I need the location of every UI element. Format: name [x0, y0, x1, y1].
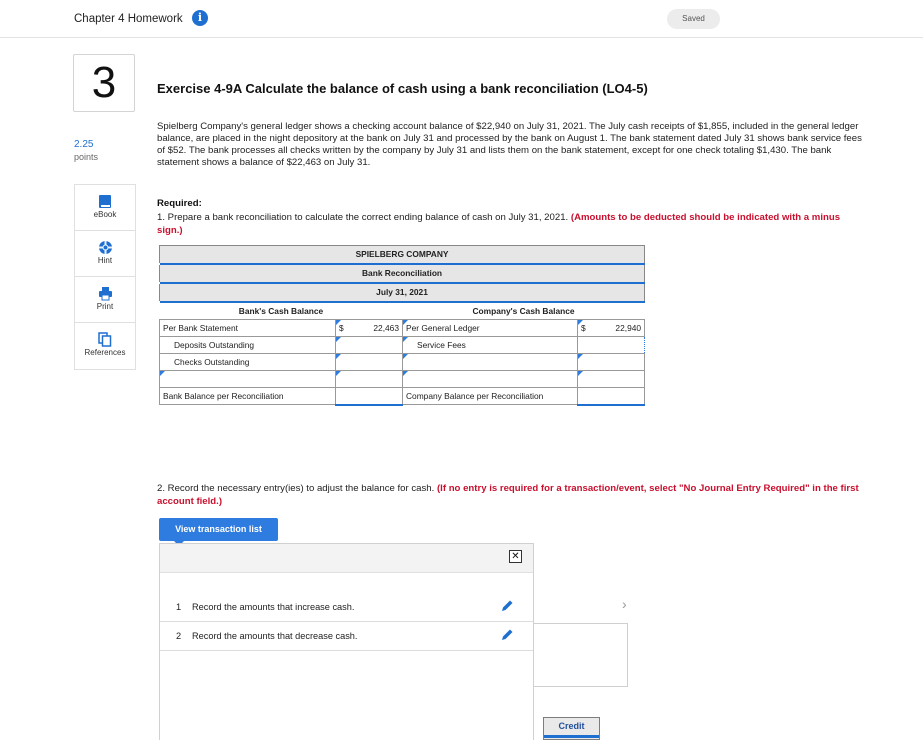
bank-balance-total — [336, 388, 403, 405]
bank-balance-label: Bank Balance per Reconciliation — [160, 388, 336, 405]
copy-icon — [98, 332, 112, 347]
company-row-label: Per General Ledger — [406, 323, 480, 333]
side-tools — [74, 184, 136, 370]
company-row-label-select[interactable] — [403, 337, 578, 354]
journal-entry-frame — [534, 623, 628, 687]
transaction-number: 2 — [176, 631, 182, 641]
bank-row-label: Deposits Outstanding — [160, 337, 336, 354]
required-heading: Required: — [157, 198, 202, 209]
bank-statement-amount: 22,463 — [373, 323, 399, 333]
assignment-title: Chapter 4 Homework — [74, 13, 183, 25]
company-row-label-select[interactable] — [403, 371, 578, 388]
points-value: 2.25 — [74, 139, 94, 150]
chevron-right-icon[interactable]: › — [622, 596, 627, 612]
credit-column-header: Credit — [543, 717, 600, 740]
bank-row-label: Checks Outstanding — [160, 354, 336, 371]
company-amount-input[interactable] — [578, 337, 645, 354]
requirement-2 — [157, 482, 862, 508]
hint-label: Hint — [97, 256, 113, 265]
ebook-label: eBook — [93, 210, 117, 219]
transaction-number: 1 — [176, 602, 182, 612]
report-title: Bank Reconciliation — [160, 265, 645, 282]
bank-row-label: Per Bank Statement — [160, 320, 336, 337]
bank-reconciliation-table — [159, 245, 645, 406]
saved-status-badge: Saved — [667, 9, 720, 29]
company-cash-balance-header: Company's Cash Balance — [472, 305, 575, 316]
bank-amount-input[interactable] — [336, 337, 403, 354]
info-icon[interactable]: i — [192, 10, 208, 26]
top-bar — [0, 0, 923, 38]
transaction-row[interactable] — [160, 622, 533, 651]
view-transaction-list-button[interactable]: View transaction list — [159, 518, 278, 541]
bank-statement-amount-input[interactable] — [336, 320, 403, 337]
company-balance-label: Company Balance per Reconciliation — [403, 388, 578, 405]
pencil-icon[interactable] — [500, 599, 514, 613]
company-amount-input[interactable] — [578, 354, 645, 371]
requirement-1-text: 1. Prepare a bank reconciliation to calculate the correct ending balance of cash on July 31, 2021. — [157, 212, 569, 223]
exercise-heading: Exercise 4-9A Calculate the balance of cash using a bank reconciliation (LO4-5) — [157, 81, 648, 96]
lifebuoy-icon — [98, 240, 113, 255]
transaction-row[interactable] — [160, 593, 533, 622]
question-number: 3 — [73, 54, 135, 112]
transaction-list-panel — [159, 543, 534, 740]
dollar-sign: $ — [581, 323, 586, 333]
company-name: SPIELBERG COMPANY — [160, 246, 645, 263]
bank-amount-input[interactable] — [336, 354, 403, 371]
points-label: points — [74, 152, 99, 162]
dollar-sign: $ — [339, 323, 344, 333]
pencil-icon[interactable] — [500, 628, 514, 642]
print-label: Print — [96, 302, 114, 311]
bank-row-label-select[interactable] — [160, 371, 336, 388]
references-label: References — [84, 348, 126, 357]
references-button[interactable] — [75, 323, 135, 369]
panel-header — [160, 544, 533, 573]
company-row-label-select[interactable] — [403, 354, 578, 371]
company-row-label: Service Fees — [417, 340, 466, 350]
ebook-button[interactable] — [75, 185, 135, 231]
problem-text: Spielberg Company's general ledger shows a checking account balance of $22,940 on July 31, 2021. The July cash receipts of $1,855, included in the general ledger balance, are placed in the night depository at the bank on July 31 and processed by the bank on August 1. The bank statement dated July 31 shows bank service fees of $52. The bank processes all checks written by the company by July 31 and lists them on the bank statement, except for one check totaling $1,430. The bank statement shows a balance of $22,463 on July 31. — [157, 121, 862, 168]
company-amount-input[interactable] — [578, 371, 645, 388]
print-button[interactable] — [75, 277, 135, 323]
transaction-text: Record the amounts that decrease cash. — [192, 631, 358, 641]
printer-icon — [98, 286, 113, 301]
general-ledger-amount: 22,940 — [615, 323, 642, 333]
transaction-text: Record the amounts that increase cash. — [192, 602, 355, 612]
general-ledger-amount-input[interactable] — [578, 320, 645, 337]
company-balance-total — [578, 388, 645, 405]
report-date: July 31, 2021 — [160, 284, 645, 301]
requirement-2-text: 2. Record the necessary entry(ies) to adjust the balance for cash. — [157, 483, 435, 494]
hint-button[interactable] — [75, 231, 135, 277]
bank-amount-input[interactable] — [336, 371, 403, 388]
requirement-1-note: (Amounts to be deducted should be indicated with a minus sign.) — [157, 212, 841, 236]
requirement-2-note: (If no entry is required for a transaction/event, select "No Journal Entry Required" in the first account field.) — [157, 483, 859, 507]
bank-cash-balance-header: Bank's Cash Balance — [238, 305, 324, 316]
requirement-1 — [157, 211, 862, 237]
company-row-label-select[interactable] — [403, 320, 578, 337]
close-icon[interactable]: ✕ — [509, 550, 522, 563]
book-icon — [98, 194, 112, 209]
